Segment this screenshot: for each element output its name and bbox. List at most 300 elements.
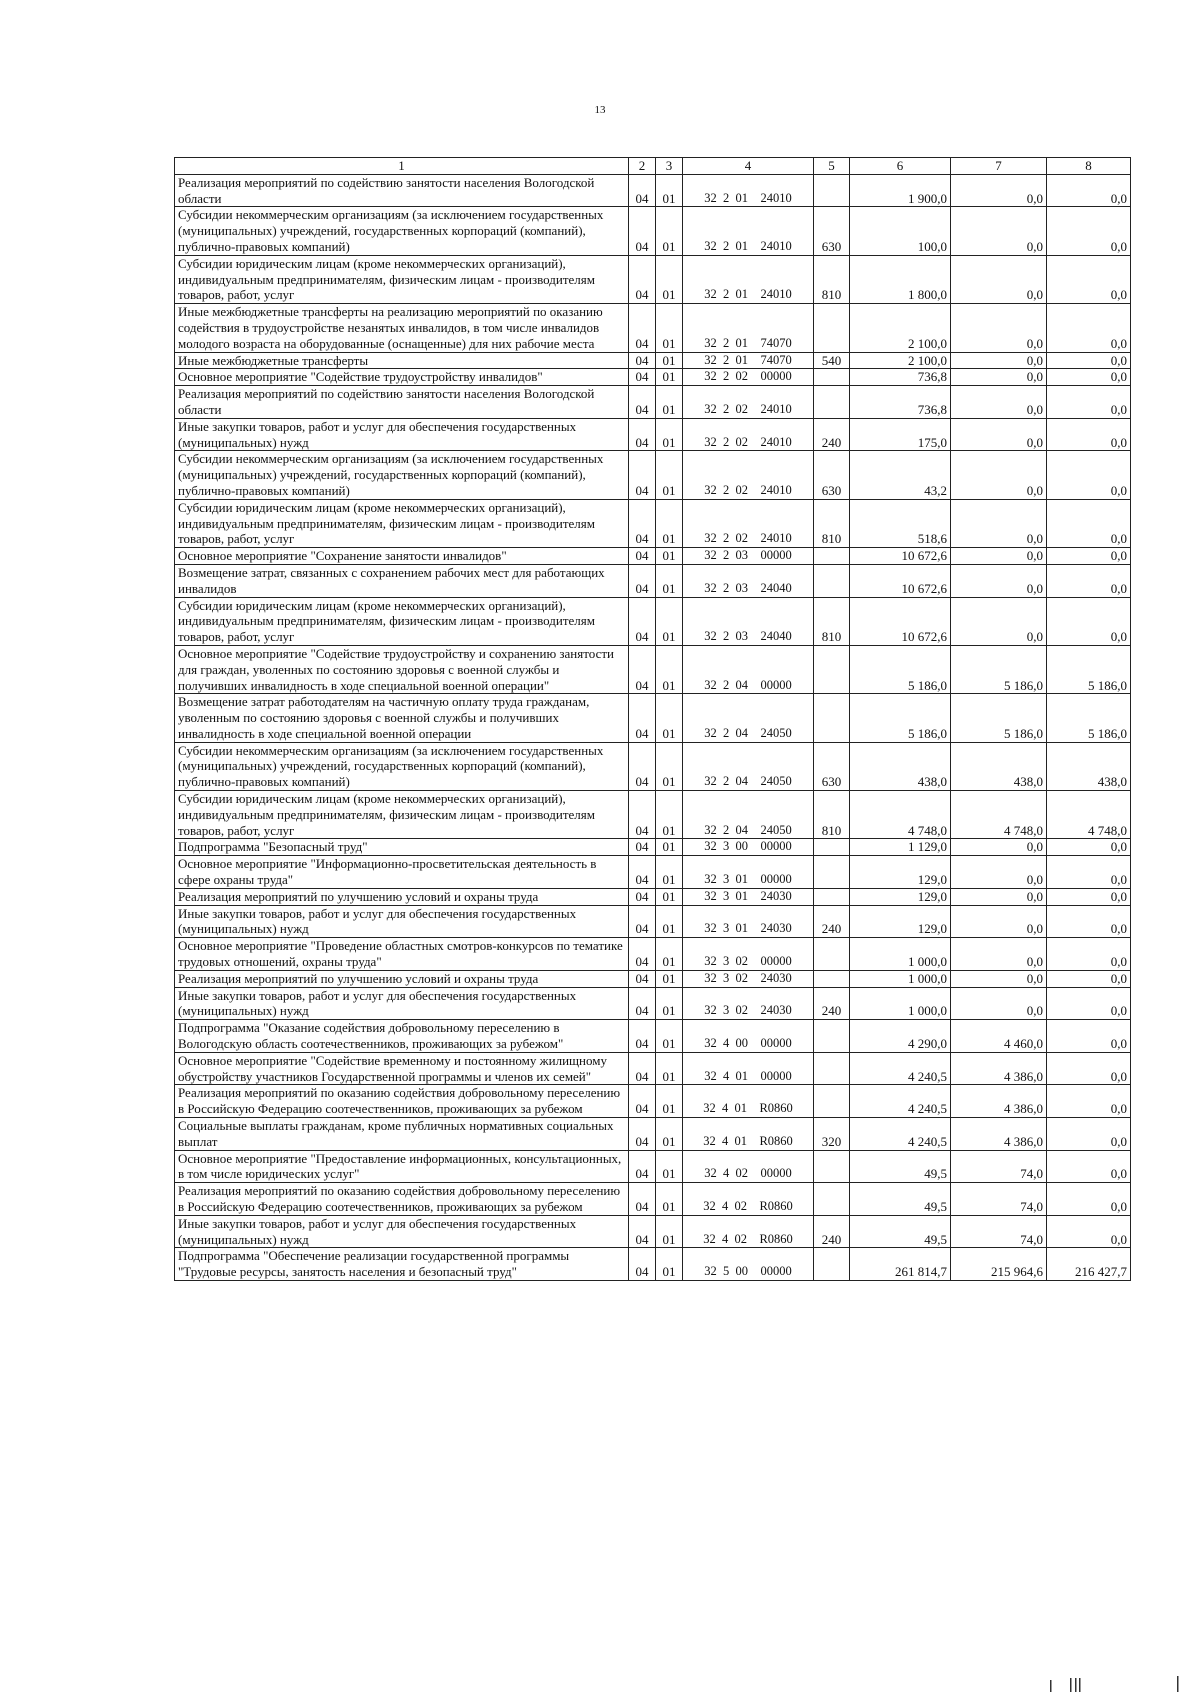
cell-c2: 04 <box>629 1183 656 1216</box>
cell-name: Иные межбюджетные трансферты <box>175 352 629 369</box>
cell-c3: 01 <box>656 1052 683 1085</box>
cell-c5: 320 <box>814 1118 850 1151</box>
cell-c2: 04 <box>629 1215 656 1248</box>
cell-c2: 04 <box>629 970 656 987</box>
header-cell: 6 <box>850 158 951 175</box>
cell-c7: 0,0 <box>951 597 1047 645</box>
cell-c6: 49,5 <box>850 1183 951 1216</box>
cell-c2: 04 <box>629 207 656 255</box>
cell-name: Субсидии юридическим лицам (кроме некоммерческих организаций), индивидуальным предпринимателям, физическим лицам - производителям товаров, работ, услуг <box>175 499 629 547</box>
cell-c5 <box>814 369 850 386</box>
cell-c4: 32 2 01 74070 <box>683 352 814 369</box>
cell-c6: 4 240,5 <box>850 1052 951 1085</box>
cell-c7: 0,0 <box>951 352 1047 369</box>
cell-c8: 0,0 <box>1047 970 1131 987</box>
cell-c3: 01 <box>656 255 683 303</box>
cell-c7: 4 386,0 <box>951 1052 1047 1085</box>
table-row <box>175 418 1131 451</box>
cell-c4: 32 4 01 R0860 <box>683 1118 814 1151</box>
cell-c5 <box>814 1248 850 1281</box>
table-row <box>175 987 1131 1020</box>
cell-c7: 0,0 <box>951 938 1047 971</box>
cell-c4: 32 4 02 00000 <box>683 1150 814 1183</box>
table-row <box>175 499 1131 547</box>
table-row <box>175 564 1131 597</box>
cell-c3: 01 <box>656 564 683 597</box>
cell-c8: 0,0 <box>1047 564 1131 597</box>
cell-c2: 04 <box>629 369 656 386</box>
cell-c8: 0,0 <box>1047 938 1131 971</box>
cell-c5: 810 <box>814 791 850 839</box>
cell-c4: 32 3 02 24030 <box>683 970 814 987</box>
cell-c6: 1 000,0 <box>850 970 951 987</box>
table-row <box>175 938 1131 971</box>
cell-c3: 01 <box>656 938 683 971</box>
header-cell: 5 <box>814 158 850 175</box>
cell-c8: 5 186,0 <box>1047 694 1131 742</box>
cell-c7: 0,0 <box>951 888 1047 905</box>
cell-c4: 32 5 00 00000 <box>683 1248 814 1281</box>
cell-c3: 01 <box>656 888 683 905</box>
cell-c4: 32 4 00 00000 <box>683 1020 814 1053</box>
cell-c2: 04 <box>629 418 656 451</box>
table-row <box>175 839 1131 856</box>
cell-c8: 0,0 <box>1047 174 1131 207</box>
cell-name: Основное мероприятие "Содействие трудоустройству инвалидов" <box>175 369 629 386</box>
table-row <box>175 694 1131 742</box>
cell-c8: 0,0 <box>1047 1020 1131 1053</box>
header-cell: 4 <box>683 158 814 175</box>
cell-name: Иные закупки товаров, работ и услуг для обеспечения государственных (муниципальных) нужд <box>175 418 629 451</box>
cell-name: Основное мероприятие "Предоставление информационных, консультационных, в том числе юридических услуг" <box>175 1150 629 1183</box>
table-row <box>175 597 1131 645</box>
cell-c4: 32 2 02 00000 <box>683 369 814 386</box>
cell-c6: 5 186,0 <box>850 645 951 693</box>
cell-name: Иные закупки товаров, работ и услуг для обеспечения государственных (муниципальных) нужд <box>175 1215 629 1248</box>
cell-c3: 01 <box>656 1215 683 1248</box>
cell-c8: 0,0 <box>1047 386 1131 419</box>
cell-c5: 240 <box>814 987 850 1020</box>
cell-c7: 0,0 <box>951 987 1047 1020</box>
table-row <box>175 451 1131 499</box>
cell-c5 <box>814 694 850 742</box>
cell-c2: 04 <box>629 1052 656 1085</box>
cell-c5 <box>814 564 850 597</box>
cell-c5 <box>814 938 850 971</box>
cell-c6: 49,5 <box>850 1150 951 1183</box>
cell-c6: 10 672,6 <box>850 548 951 565</box>
cell-c3: 01 <box>656 1183 683 1216</box>
cell-c6: 49,5 <box>850 1215 951 1248</box>
cell-name: Реализация мероприятий по улучшению условий и охраны труда <box>175 888 629 905</box>
table-body <box>175 174 1131 1280</box>
table-row <box>175 386 1131 419</box>
cell-c7: 0,0 <box>951 970 1047 987</box>
cell-c6: 736,8 <box>850 369 951 386</box>
cell-c2: 04 <box>629 791 656 839</box>
cell-c7: 4 460,0 <box>951 1020 1047 1053</box>
header-cell: 2 <box>629 158 656 175</box>
cell-c7: 74,0 <box>951 1183 1047 1216</box>
cell-c8: 0,0 <box>1047 1183 1131 1216</box>
cell-c7: 215 964,6 <box>951 1248 1047 1281</box>
cell-c4: 32 2 02 24010 <box>683 418 814 451</box>
cell-c6: 129,0 <box>850 856 951 889</box>
cell-c6: 4 290,0 <box>850 1020 951 1053</box>
cell-c6: 4 748,0 <box>850 791 951 839</box>
cell-c2: 04 <box>629 694 656 742</box>
cell-c7: 0,0 <box>951 255 1047 303</box>
cell-name: Основное мероприятие "Содействие временному и постоянному жилищному обустройству участников Государственной программы и членов их семей" <box>175 1052 629 1085</box>
cell-c4: 32 2 04 24050 <box>683 742 814 790</box>
cell-c6: 100,0 <box>850 207 951 255</box>
cell-name: Возмещение затрат работодателям на частичную оплату труда гражданам, уволенным по состоянию здоровья с военной службы и получивших инвалидность в ходе специальной военной операции <box>175 694 629 742</box>
cell-c5: 630 <box>814 742 850 790</box>
cell-c8: 0,0 <box>1047 352 1131 369</box>
page-number: 13 <box>594 104 606 116</box>
table-row <box>175 1020 1131 1053</box>
cell-c3: 01 <box>656 1150 683 1183</box>
cell-c8: 0,0 <box>1047 451 1131 499</box>
cell-c3: 01 <box>656 742 683 790</box>
cell-c4: 32 3 02 24030 <box>683 987 814 1020</box>
table-row <box>175 1085 1131 1118</box>
header-cell: 7 <box>951 158 1047 175</box>
cell-c6: 261 814,7 <box>850 1248 951 1281</box>
cell-c7: 74,0 <box>951 1215 1047 1248</box>
cell-name: Реализация мероприятий по содействию занятости населения Вологодской области <box>175 174 629 207</box>
cell-c2: 04 <box>629 1020 656 1053</box>
cell-c6: 1 129,0 <box>850 839 951 856</box>
cell-c5: 240 <box>814 1215 850 1248</box>
cell-c8: 0,0 <box>1047 255 1131 303</box>
cell-c6: 10 672,6 <box>850 597 951 645</box>
cell-c4: 32 4 02 R0860 <box>683 1215 814 1248</box>
cell-name: Субсидии некоммерческим организациям (за исключением государственных (муниципальных) учреждений, государственных корпораций (компаний), публично-правовых компаний) <box>175 207 629 255</box>
cell-c5 <box>814 856 850 889</box>
cell-c4: 32 2 01 24010 <box>683 255 814 303</box>
cell-c8: 0,0 <box>1047 548 1131 565</box>
cell-name: Субсидии юридическим лицам (кроме некоммерческих организаций), индивидуальным предпринимателям, физическим лицам - производителям товаров, работ, услуг <box>175 791 629 839</box>
cell-c8: 0,0 <box>1047 369 1131 386</box>
cell-c3: 01 <box>656 970 683 987</box>
cell-c4: 32 4 02 R0860 <box>683 1183 814 1216</box>
cell-c6: 175,0 <box>850 418 951 451</box>
cell-c6: 1 000,0 <box>850 987 951 1020</box>
cell-name: Основное мероприятие "Содействие трудоустройству и сохранению занятости для граждан, уволенных по состоянию здоровья с военной службы и получивших инвалидность в ходе специальной военной операции" <box>175 645 629 693</box>
cell-c7: 5 186,0 <box>951 694 1047 742</box>
cell-name: Субсидии юридическим лицам (кроме некоммерческих организаций), индивидуальным предпринимателям, физическим лицам - производителям товаров, работ, услуг <box>175 255 629 303</box>
cell-c7: 0,0 <box>951 418 1047 451</box>
cell-c8: 0,0 <box>1047 418 1131 451</box>
cell-c5: 240 <box>814 905 850 938</box>
cell-c4: 32 4 01 R0860 <box>683 1085 814 1118</box>
cell-name: Подпрограмма "Безопасный труд" <box>175 839 629 856</box>
cell-name: Реализация мероприятий по содействию занятости населения Вологодской области <box>175 386 629 419</box>
cell-c4: 32 4 01 00000 <box>683 1052 814 1085</box>
cell-c4: 32 2 02 24010 <box>683 451 814 499</box>
table-row <box>175 1215 1131 1248</box>
cell-c3: 01 <box>656 207 683 255</box>
cell-c3: 01 <box>656 1248 683 1281</box>
cell-c6: 2 100,0 <box>850 304 951 352</box>
cell-c5 <box>814 970 850 987</box>
scan-marks <box>1050 1672 1180 1692</box>
cell-c2: 04 <box>629 451 656 499</box>
cell-c2: 04 <box>629 499 656 547</box>
cell-c8: 0,0 <box>1047 839 1131 856</box>
table-row <box>175 856 1131 889</box>
cell-c5 <box>814 1183 850 1216</box>
cell-c8: 216 427,7 <box>1047 1248 1131 1281</box>
cell-name: Субсидии юридическим лицам (кроме некоммерческих организаций), индивидуальным предпринимателям, физическим лицам - производителям товаров, работ, услуг <box>175 597 629 645</box>
cell-c7: 0,0 <box>951 386 1047 419</box>
cell-c5: 240 <box>814 418 850 451</box>
cell-name: Подпрограмма "Оказание содействия добровольному переселению в Вологодскую область соотечественников, проживающих за рубежом" <box>175 1020 629 1053</box>
cell-c6: 2 100,0 <box>850 352 951 369</box>
cell-c7: 0,0 <box>951 174 1047 207</box>
table-row <box>175 352 1131 369</box>
cell-name: Подпрограмма "Обеспечение реализации государственной программы "Трудовые ресурсы, занятость населения и безопасный труд" <box>175 1248 629 1281</box>
table-row <box>175 548 1131 565</box>
cell-c3: 01 <box>656 839 683 856</box>
cell-c4: 32 3 01 24030 <box>683 905 814 938</box>
cell-c3: 01 <box>656 174 683 207</box>
cell-c8: 0,0 <box>1047 905 1131 938</box>
cell-c4: 32 3 01 24030 <box>683 888 814 905</box>
cell-name: Субсидии некоммерческим организациям (за исключением государственных (муниципальных) учреждений, государственных корпораций (компаний), публично-правовых компаний) <box>175 742 629 790</box>
cell-name: Иные межбюджетные трансферты на реализацию мероприятий по оказанию содействия в трудоустройстве незанятых инвалидов, в том числе инвалидов молодого возраста на оборудованные (оснащенные) для них рабочие места <box>175 304 629 352</box>
cell-c7: 0,0 <box>951 548 1047 565</box>
cell-c5: 540 <box>814 352 850 369</box>
cell-c5: 630 <box>814 451 850 499</box>
cell-c3: 01 <box>656 1118 683 1151</box>
cell-c7: 0,0 <box>951 839 1047 856</box>
table-row <box>175 1183 1131 1216</box>
cell-c2: 04 <box>629 905 656 938</box>
cell-c2: 04 <box>629 856 656 889</box>
cell-c7: 0,0 <box>951 905 1047 938</box>
cell-c5: 810 <box>814 255 850 303</box>
cell-c3: 01 <box>656 499 683 547</box>
cell-c2: 04 <box>629 1248 656 1281</box>
cell-c8: 0,0 <box>1047 856 1131 889</box>
cell-c3: 01 <box>656 304 683 352</box>
cell-c7: 4 748,0 <box>951 791 1047 839</box>
table-row <box>175 174 1131 207</box>
cell-c5 <box>814 174 850 207</box>
cell-c3: 01 <box>656 369 683 386</box>
cell-c6: 736,8 <box>850 386 951 419</box>
cell-c4: 32 3 00 00000 <box>683 839 814 856</box>
cell-c3: 01 <box>656 987 683 1020</box>
cell-c8: 0,0 <box>1047 207 1131 255</box>
cell-c5 <box>814 888 850 905</box>
cell-c7: 74,0 <box>951 1150 1047 1183</box>
cell-c6: 1 000,0 <box>850 938 951 971</box>
cell-c2: 04 <box>629 987 656 1020</box>
table-row <box>175 369 1131 386</box>
cell-c2: 04 <box>629 548 656 565</box>
cell-c6: 4 240,5 <box>850 1118 951 1151</box>
cell-c7: 5 186,0 <box>951 645 1047 693</box>
cell-c4: 32 2 03 00000 <box>683 548 814 565</box>
cell-c5: 630 <box>814 207 850 255</box>
cell-c8: 438,0 <box>1047 742 1131 790</box>
cell-c4: 32 2 03 24040 <box>683 597 814 645</box>
cell-c2: 04 <box>629 1150 656 1183</box>
budget-table <box>174 157 1131 1281</box>
header-cell: 8 <box>1047 158 1131 175</box>
cell-c5 <box>814 1085 850 1118</box>
table-row <box>175 645 1131 693</box>
cell-c4: 32 3 01 00000 <box>683 856 814 889</box>
cell-c7: 0,0 <box>951 856 1047 889</box>
cell-c6: 10 672,6 <box>850 564 951 597</box>
cell-c2: 04 <box>629 304 656 352</box>
cell-c5 <box>814 839 850 856</box>
cell-c3: 01 <box>656 856 683 889</box>
table-row <box>175 791 1131 839</box>
cell-c3: 01 <box>656 597 683 645</box>
cell-c2: 04 <box>629 839 656 856</box>
header-cell: 3 <box>656 158 683 175</box>
table-row <box>175 1052 1131 1085</box>
table-row <box>175 742 1131 790</box>
cell-c8: 0,0 <box>1047 499 1131 547</box>
cell-c7: 4 386,0 <box>951 1118 1047 1151</box>
cell-c4: 32 2 04 24050 <box>683 791 814 839</box>
cell-c2: 04 <box>629 386 656 419</box>
cell-name: Возмещение затрат, связанных с сохранением рабочих мест для работающих инвалидов <box>175 564 629 597</box>
cell-c6: 438,0 <box>850 742 951 790</box>
cell-c3: 01 <box>656 386 683 419</box>
header-cell: 1 <box>175 158 629 175</box>
cell-c8: 0,0 <box>1047 1085 1131 1118</box>
cell-c3: 01 <box>656 451 683 499</box>
cell-c7: 0,0 <box>951 369 1047 386</box>
table-row <box>175 888 1131 905</box>
cell-c2: 04 <box>629 1118 656 1151</box>
cell-name: Основное мероприятие "Сохранение занятости инвалидов" <box>175 548 629 565</box>
cell-name: Субсидии некоммерческим организациям (за исключением государственных (муниципальных) учреждений, государственных корпораций (компаний), публично-правовых компаний) <box>175 451 629 499</box>
cell-c4: 32 2 02 24010 <box>683 386 814 419</box>
cell-c3: 01 <box>656 1020 683 1053</box>
cell-c8: 5 186,0 <box>1047 645 1131 693</box>
cell-c6: 1 900,0 <box>850 174 951 207</box>
cell-c4: 32 3 02 00000 <box>683 938 814 971</box>
cell-c8: 0,0 <box>1047 597 1131 645</box>
cell-c7: 0,0 <box>951 451 1047 499</box>
cell-c4: 32 2 04 00000 <box>683 645 814 693</box>
cell-c6: 43,2 <box>850 451 951 499</box>
cell-c4: 32 2 01 24010 <box>683 207 814 255</box>
cell-c7: 0,0 <box>951 564 1047 597</box>
cell-c3: 01 <box>656 548 683 565</box>
cell-c2: 04 <box>629 352 656 369</box>
cell-name: Иные закупки товаров, работ и услуг для обеспечения государственных (муниципальных) нужд <box>175 905 629 938</box>
cell-c8: 0,0 <box>1047 1118 1131 1151</box>
table-row <box>175 1248 1131 1281</box>
cell-c3: 01 <box>656 1085 683 1118</box>
cell-c7: 0,0 <box>951 207 1047 255</box>
cell-name: Реализация мероприятий по оказанию содействия добровольному переселению в Российскую Федерацию соотечественников, проживающих за рубежом <box>175 1085 629 1118</box>
cell-c7: 438,0 <box>951 742 1047 790</box>
cell-c8: 0,0 <box>1047 1215 1131 1248</box>
cell-name: Реализация мероприятий по улучшению условий и охраны труда <box>175 970 629 987</box>
cell-c2: 04 <box>629 938 656 971</box>
table-row <box>175 905 1131 938</box>
cell-c2: 04 <box>629 645 656 693</box>
cell-c2: 04 <box>629 742 656 790</box>
cell-c7: 4 386,0 <box>951 1085 1047 1118</box>
cell-name: Социальные выплаты гражданам, кроме публичных нормативных социальных выплат <box>175 1118 629 1151</box>
cell-c8: 0,0 <box>1047 888 1131 905</box>
cell-c5: 810 <box>814 499 850 547</box>
cell-c3: 01 <box>656 352 683 369</box>
cell-c8: 0,0 <box>1047 1150 1131 1183</box>
cell-c5: 810 <box>814 597 850 645</box>
cell-c6: 4 240,5 <box>850 1085 951 1118</box>
cell-c2: 04 <box>629 174 656 207</box>
table-row <box>175 970 1131 987</box>
cell-name: Иные закупки товаров, работ и услуг для обеспечения государственных (муниципальных) нужд <box>175 987 629 1020</box>
cell-c7: 0,0 <box>951 304 1047 352</box>
cell-name: Основное мероприятие "Проведение областных смотров-конкурсов по тематике трудовых отношений, охраны труда" <box>175 938 629 971</box>
cell-c3: 01 <box>656 905 683 938</box>
cell-c6: 518,6 <box>850 499 951 547</box>
cell-c2: 04 <box>629 888 656 905</box>
table-row <box>175 255 1131 303</box>
cell-c2: 04 <box>629 1085 656 1118</box>
cell-c8: 0,0 <box>1047 1052 1131 1085</box>
cell-c8: 0,0 <box>1047 304 1131 352</box>
cell-c4: 32 2 01 24010 <box>683 174 814 207</box>
cell-c4: 32 2 04 24050 <box>683 694 814 742</box>
cell-c6: 1 800,0 <box>850 255 951 303</box>
cell-c4: 32 2 03 24040 <box>683 564 814 597</box>
cell-c5 <box>814 548 850 565</box>
cell-c4: 32 2 01 74070 <box>683 304 814 352</box>
cell-c5 <box>814 645 850 693</box>
cell-c5 <box>814 386 850 419</box>
cell-c5 <box>814 1150 850 1183</box>
table-row <box>175 304 1131 352</box>
cell-c5 <box>814 1020 850 1053</box>
cell-c2: 04 <box>629 564 656 597</box>
cell-c3: 01 <box>656 645 683 693</box>
table-header-row <box>175 158 1131 175</box>
cell-name: Основное мероприятие "Информационно-просветительская деятельность в сфере охраны труда" <box>175 856 629 889</box>
cell-c5 <box>814 1052 850 1085</box>
cell-c4: 32 2 02 24010 <box>683 499 814 547</box>
cell-c8: 4 748,0 <box>1047 791 1131 839</box>
table-row <box>175 207 1131 255</box>
cell-c8: 0,0 <box>1047 987 1131 1020</box>
cell-c2: 04 <box>629 597 656 645</box>
cell-c3: 01 <box>656 791 683 839</box>
cell-c6: 129,0 <box>850 905 951 938</box>
cell-c5 <box>814 304 850 352</box>
cell-c7: 0,0 <box>951 499 1047 547</box>
table-row <box>175 1150 1131 1183</box>
cell-c6: 5 186,0 <box>850 694 951 742</box>
table-row <box>175 1118 1131 1151</box>
cell-c3: 01 <box>656 418 683 451</box>
cell-c3: 01 <box>656 694 683 742</box>
cell-c6: 129,0 <box>850 888 951 905</box>
cell-name: Реализация мероприятий по оказанию содействия добровольному переселению в Российскую Федерацию соотечественников, проживающих за рубежом <box>175 1183 629 1216</box>
